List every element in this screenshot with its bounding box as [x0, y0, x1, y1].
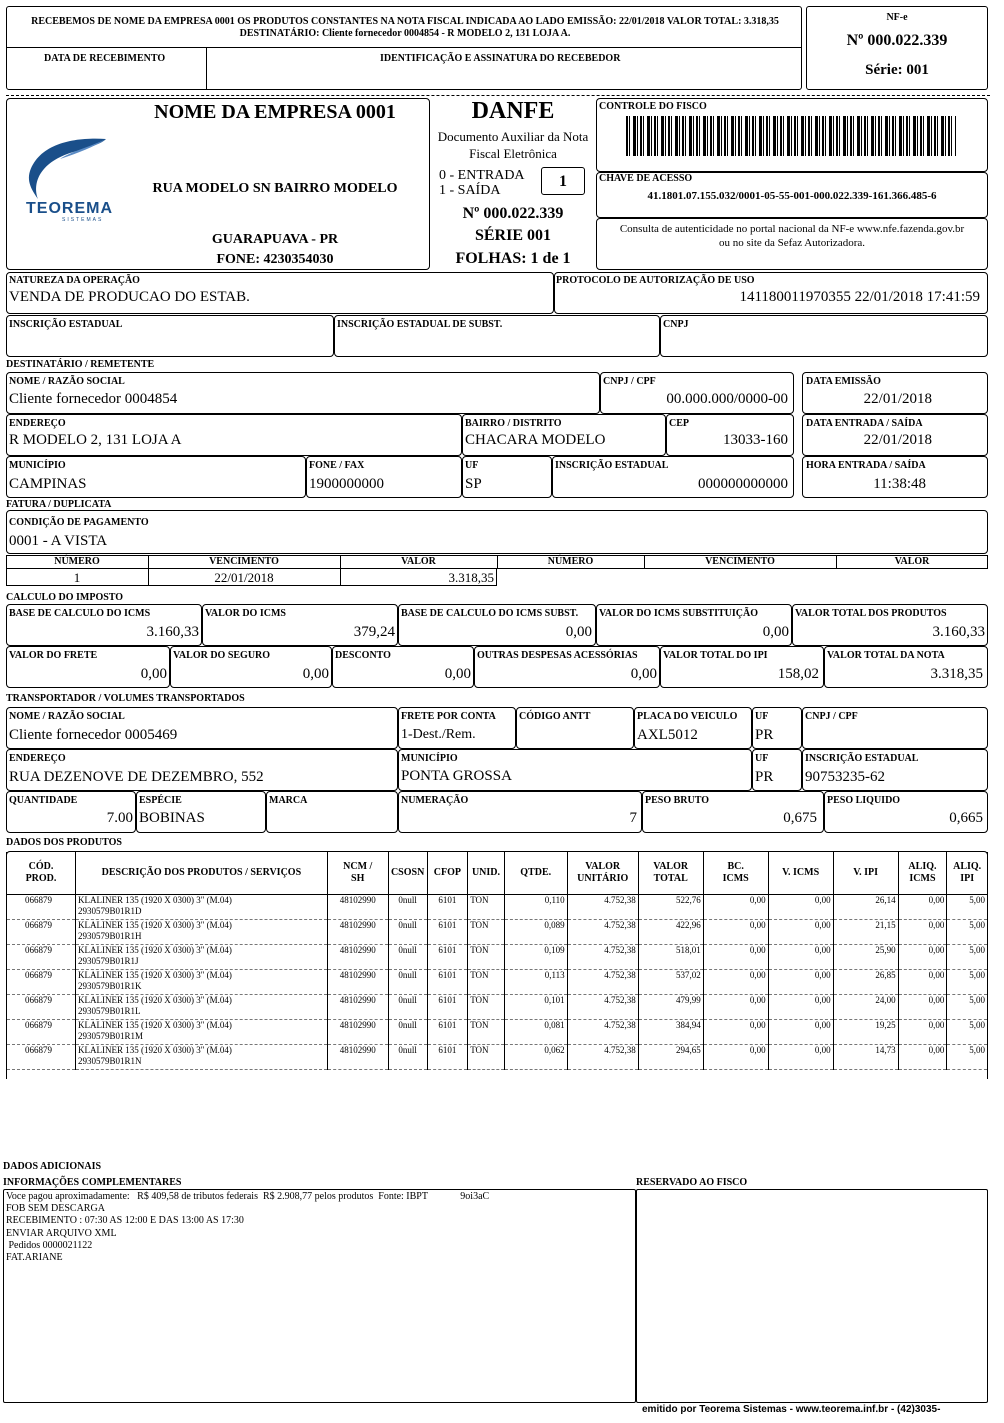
- cell-qtde: 0,110: [504, 894, 567, 919]
- nota-total-value: 3.318,35: [930, 666, 983, 682]
- emitente-nome: NOME DA EMPRESA 0001: [154, 101, 396, 123]
- cell-qtde: 0,109: [504, 944, 567, 969]
- cell-v-icms: 0,00: [768, 969, 833, 994]
- transp-endereco-value: RUA DEZENOVE DE DEZEMBRO, 552: [9, 769, 264, 785]
- logo-sub: SISTEMAS: [62, 217, 104, 223]
- dup-vencimento: 22/01/2018: [214, 570, 274, 585]
- cell-bc-icms: 0,00: [703, 944, 768, 969]
- info-line: Pedidos 0000021122: [6, 1239, 93, 1251]
- danfe-serie: SÉRIE 001: [474, 227, 552, 244]
- protocolo-value: 141180011970355 22/01/2018 17:41:59: [739, 289, 980, 305]
- dest-fone-value: 1900000000: [309, 476, 384, 492]
- dest-nome-label: NOME / RAZÃO SOCIAL: [9, 376, 125, 387]
- cell-aliq-ipi: 5,00: [947, 944, 988, 969]
- cell-v-ipi: 26,85: [833, 969, 898, 994]
- header-aliq-ipi: ALIQ. IPI: [947, 852, 988, 894]
- dest-emissao-value: 22/01/2018: [863, 391, 932, 407]
- natureza-value: VENDA DE PRODUCAO DO ESTAB.: [9, 289, 250, 305]
- table-row: [7, 1019, 988, 1044]
- transp-municipio-value: PONTA GROSSA: [401, 768, 512, 784]
- cell-ncm: 48102990: [327, 1044, 388, 1069]
- cell-valor-unitario: 4.752,38: [567, 994, 638, 1019]
- dup-header-vencimento-2: VENCIMENTO: [705, 556, 775, 567]
- info-line: FOB SEM DESCARGA: [6, 1203, 105, 1215]
- dest-hora-value: 11:38:48: [873, 476, 926, 492]
- cell-v-icms: 0,00: [768, 894, 833, 919]
- cell-csosn: 0null: [388, 1019, 427, 1044]
- reservado-box: [636, 1189, 988, 1403]
- cell-valor-total: 384,94: [638, 1019, 703, 1044]
- cell-v-icms: 0,00: [768, 1019, 833, 1044]
- dest-cep-value: 13033-160: [723, 432, 788, 448]
- condicao-value: 0001 - A VISTA: [9, 533, 108, 549]
- canhoto-nfe-serie: Série: 001: [865, 62, 929, 78]
- ipi-label: VALOR TOTAL DO IPI: [663, 650, 768, 661]
- cell-valor-unitario: 4.752,38: [567, 1019, 638, 1044]
- canhoto-nfe-numero: Nº 000.022.339: [846, 32, 948, 49]
- danfe-saida: 1 - SAÍDA: [439, 183, 501, 198]
- transp-ie-value: 90753235-62: [805, 769, 885, 785]
- icms-st-value: 0,00: [762, 624, 789, 640]
- header-unid: UNID.: [468, 852, 505, 894]
- dest-fone-label: FONE / FAX: [309, 460, 365, 471]
- dup-valor: 3.318,35: [448, 570, 494, 585]
- header-valor-total: VALOR TOTAL: [638, 852, 703, 894]
- transp-especie-value: BOBINAS: [139, 810, 205, 826]
- emitente-fone: FONE: 4230354030: [216, 252, 334, 267]
- cell-ncm: 48102990: [327, 894, 388, 919]
- cell-cfop: 6101: [427, 994, 468, 1019]
- cell-cod: 066879: [7, 994, 76, 1019]
- dest-entrada-value: 22/01/2018: [863, 432, 932, 448]
- controle-fisco-label: CONTROLE DO FISCO: [599, 101, 707, 112]
- cell-aliq-icms: 0,00: [898, 944, 947, 969]
- transp-frete-value: 1-Dest./Rem.: [401, 727, 476, 742]
- chave-acesso: 41.1801.07.155.032/0001-05-55-001-000.022.339-161.366.485-6: [647, 190, 937, 202]
- table-row: [7, 994, 988, 1019]
- transp-endereco-label: ENDEREÇO: [9, 753, 66, 764]
- canhoto-divider-v: [206, 47, 207, 90]
- cell-valor-total: 518,01: [638, 944, 703, 969]
- condicao-label: CONDIÇÃO DE PAGAMENTO: [9, 517, 149, 528]
- cell-qtde: 0,062: [504, 1044, 567, 1069]
- cell-cod: 066879: [7, 894, 76, 919]
- transp-numeracao-label: NUMERAÇÃO: [401, 795, 469, 806]
- cell-valor-unitario: 4.752,38: [567, 969, 638, 994]
- cell-valor-total: 422,96: [638, 919, 703, 944]
- produtos-header-row: [7, 852, 988, 894]
- cell-v-ipi: 14,73: [833, 1044, 898, 1069]
- cell-valor-total: 522,76: [638, 894, 703, 919]
- cell-valor-total: 294,65: [638, 1044, 703, 1069]
- logo-text: TEOREMA: [26, 200, 113, 217]
- bc-st-label: BASE DE CALCULO DO ICMS SUBST.: [401, 608, 579, 619]
- dest-ie-value: 000000000000: [698, 476, 788, 492]
- icms-st-label: VALOR DO ICMS SUBSTITUIÇÃO: [599, 608, 759, 619]
- cell-descricao: KLALINER 135 (1920 X 0300) 3" (M.04) 2930579B01R1J: [76, 944, 328, 969]
- cell-v-ipi: 21,15: [833, 919, 898, 944]
- cell-bc-icms: 0,00: [703, 919, 768, 944]
- cell-aliq-icms: 0,00: [898, 994, 947, 1019]
- ie-label: INSCRIÇÃO ESTADUAL: [9, 319, 123, 330]
- cell-cod: 066879: [7, 969, 76, 994]
- nota-total-label: VALOR TOTAL DA NOTA: [827, 650, 945, 661]
- cell-ncm: 48102990: [327, 944, 388, 969]
- cell-descricao: KLALINER 135 (1920 X 0300) 3" (M.04) 2930579B01R1L: [76, 994, 328, 1019]
- protocolo-label: PROTOCOLO DE AUTORIZAÇÃO DE USO: [556, 275, 755, 286]
- header-descricao: DESCRIÇÃO DOS PRODUTOS / SERVIÇOS: [76, 852, 328, 894]
- cell-bc-icms: 0,00: [703, 994, 768, 1019]
- dest-municipio-value: CAMPINAS: [9, 476, 87, 492]
- transp-nome-value: Cliente fornecedor 0005469: [9, 727, 178, 743]
- dest-uf-value: SP: [465, 476, 482, 492]
- barcode: [626, 116, 956, 156]
- cell-valor-unitario: 4.752,38: [567, 944, 638, 969]
- cut-line: [6, 95, 990, 96]
- reservado-label: RESERVADO AO FISCO: [636, 1177, 748, 1188]
- table-row: [7, 919, 988, 944]
- bc-icms-value: 3.160,33: [146, 624, 199, 640]
- danfe-title: DANFE: [471, 98, 555, 124]
- cell-csosn: 0null: [388, 944, 427, 969]
- dest-uf-label: UF: [465, 460, 479, 471]
- cell-valor-total: 537,02: [638, 969, 703, 994]
- dest-cnpj-value: 00.000.000/0000-00: [666, 391, 788, 407]
- canhoto-text: RECEBEMOS DE NOME DA EMPRESA 0001 OS PRODUTOS CONSTANTES NA NOTA FISCAL INDICADA AO LADO EMISSÃO: 22/01/2018 VALOR TOTAL: 3.318,35 DESTINATÁRIO: Cliente fornecedor 0004854 - R MODELO 2, 131 LOJA A.: [31, 16, 779, 39]
- cell-aliq-icms: 0,00: [898, 1044, 947, 1069]
- produtos-total-label: VALOR TOTAL DOS PRODUTOS: [795, 608, 947, 619]
- consulta-line1: Consulta de autenticidade no portal nacional da NF-e www.nfe.fazenda.gov.br: [619, 223, 965, 235]
- seguro-label: VALOR DO SEGURO: [173, 650, 271, 661]
- dest-bairro-label: BAIRRO / DISTRITO: [465, 418, 562, 429]
- dest-ie-label: INSCRIÇÃO ESTADUAL: [555, 460, 669, 471]
- icms-value: 379,24: [353, 624, 395, 640]
- cell-qtde: 0,101: [504, 994, 567, 1019]
- dest-cnpj-label: CNPJ / CPF: [603, 376, 656, 387]
- cell-descricao: KLALINER 135 (1920 X 0300) 3" (M.04) 2930579B01R1N: [76, 1044, 328, 1069]
- footer-text: emitido por Teorema Sistemas - www.teorema.inf.br - (42)3035-: [642, 1404, 941, 1415]
- cell-cfop: 6101: [427, 1019, 468, 1044]
- cell-ncm: 48102990: [327, 1019, 388, 1044]
- transp-especie-label: ESPÉCIE: [139, 795, 182, 806]
- emitente-cidade: GUARAPUAVA - PR: [211, 232, 339, 247]
- emitente-endereco: RUA MODELO SN BAIRRO MODELO: [152, 181, 398, 196]
- header-v-icms: V. ICMS: [768, 852, 833, 894]
- outras-value: 0,00: [630, 666, 657, 682]
- cell-unid: TON: [468, 944, 505, 969]
- info-line: RECEBIMENTO : 07:30 AS 12:00 E DAS 13:00 AS 17:30: [6, 1215, 244, 1227]
- transp-uf-value: PR: [755, 727, 774, 743]
- danfe-tipo-box: 1: [541, 167, 585, 195]
- cell-aliq-icms: 0,00: [898, 894, 947, 919]
- cell-unid: TON: [468, 1044, 505, 1069]
- info-line: FAT.ARIANE: [6, 1252, 63, 1264]
- table-row: [7, 944, 988, 969]
- dup-numero: 1: [73, 570, 81, 585]
- transp-ie-label: INSCRIÇÃO ESTADUAL: [805, 753, 919, 764]
- cell-valor-total: 479,99: [638, 994, 703, 1019]
- header-ncm: NCM / SH: [327, 852, 388, 894]
- transp-liquido-value: 0,665: [949, 810, 983, 826]
- cell-descricao: KLALINER 135 (1920 X 0300) 3" (M.04) 2930579B01R1H: [76, 919, 328, 944]
- cell-aliq-ipi: 5,00: [947, 894, 988, 919]
- cell-cod: 066879: [7, 919, 76, 944]
- cell-aliq-ipi: 5,00: [947, 994, 988, 1019]
- cell-descricao: KLALINER 135 (1920 X 0300) 3" (M.04) 2930579B01R1M: [76, 1019, 328, 1044]
- cell-csosn: 0null: [388, 994, 427, 1019]
- consulta-line2: ou no site da Sefaz Autorizadora.: [718, 237, 865, 249]
- transp-qtd-value: 7.00: [106, 810, 133, 826]
- table-row: [7, 969, 988, 994]
- cell-ncm: 48102990: [327, 969, 388, 994]
- cell-aliq-icms: 0,00: [898, 969, 947, 994]
- ipi-value: 158,02: [777, 666, 819, 682]
- info-lines: [6, 1191, 489, 1264]
- header-qtde: QTDE.: [504, 852, 567, 894]
- cell-unid: TON: [468, 1019, 505, 1044]
- cell-csosn: 0null: [388, 919, 427, 944]
- transp-cnpj-label: CNPJ / CPF: [805, 711, 858, 722]
- cell-cfop: 6101: [427, 919, 468, 944]
- cell-qtde: 0,089: [504, 919, 567, 944]
- cell-aliq-ipi: 5,00: [947, 919, 988, 944]
- bc-st-value: 0,00: [565, 624, 592, 640]
- header-valor-unitario: VALOR UNITÁRIO: [567, 852, 638, 894]
- dest-nome-value: Cliente fornecedor 0004854: [9, 391, 178, 407]
- transp-marca-label: MARCA: [269, 795, 308, 806]
- cell-qtde: 0,081: [504, 1019, 567, 1044]
- cell-v-ipi: 26,14: [833, 894, 898, 919]
- destinatario-section: DESTINATÁRIO / REMETENTE: [6, 359, 155, 370]
- header-csosn: CSOSN: [388, 852, 427, 894]
- outras-label: OUTRAS DESPESAS ACESSÓRIAS: [477, 650, 638, 661]
- cell-descricao: KLALINER 135 (1920 X 0300) 3" (M.04) 2930579B01R1K: [76, 969, 328, 994]
- danfe-subtitle1: Documento Auxiliar da Nota: [437, 129, 589, 144]
- icms-label: VALOR DO ICMS: [205, 608, 286, 619]
- cell-valor-unitario: 4.752,38: [567, 894, 638, 919]
- transp-liquido-label: PESO LIQUIDO: [827, 795, 901, 806]
- cell-cfop: 6101: [427, 944, 468, 969]
- dest-municipio-label: MUNICÍPIO: [9, 460, 66, 471]
- chave-label: CHAVE DE ACESSO: [599, 173, 693, 184]
- cell-v-ipi: 24,00: [833, 994, 898, 1019]
- transp-placa-value: AXL5012: [637, 727, 698, 743]
- canhoto-nfe-label: NF-e: [886, 12, 908, 23]
- cell-csosn: 0null: [388, 1044, 427, 1069]
- danfe-numero: Nº 000.022.339: [462, 205, 564, 222]
- imposto-section: CALCULO DO IMPOSTO: [6, 592, 124, 603]
- dup-header-numero: NÚMERO: [54, 556, 100, 567]
- transp-antt-label: CÓDIGO ANTT: [519, 711, 591, 722]
- cell-cfop: 6101: [427, 1044, 468, 1069]
- bc-icms-label: BASE DE CALCULO DO ICMS: [9, 608, 151, 619]
- dest-entrada-label: DATA ENTRADA / SAÍDA: [806, 418, 923, 429]
- cell-csosn: 0null: [388, 969, 427, 994]
- cell-cod: 066879: [7, 944, 76, 969]
- table-row: [7, 1044, 988, 1069]
- produtos-section: DADOS DOS PRODUTOS: [6, 837, 122, 848]
- transp-numeracao-value: 7: [629, 810, 637, 826]
- cell-bc-icms: 0,00: [703, 969, 768, 994]
- transp-frete-label: FRETE POR CONTA: [401, 711, 496, 722]
- adicionais-section: DADOS ADICIONAIS: [3, 1161, 102, 1172]
- cell-unid: TON: [468, 919, 505, 944]
- produtos-table: [6, 852, 988, 1070]
- cell-bc-icms: 0,00: [703, 894, 768, 919]
- info-label: INFORMAÇÕES COMPLEMENTARES: [3, 1177, 182, 1188]
- info-line: Voce pagou aproximadamente: R$ 409,58 de tributos federais R$ 2.908,77 pelos produtos Fonte: IBPT 9oi3aC: [6, 1191, 490, 1202]
- seguro-value: 0,00: [302, 666, 329, 682]
- canhoto-divider: [6, 47, 802, 48]
- cell-qtde: 0,113: [504, 969, 567, 994]
- cell-v-icms: 0,00: [768, 919, 833, 944]
- cell-aliq-ipi: 5,00: [947, 1019, 988, 1044]
- transp-uf2-label: UF: [755, 753, 769, 764]
- transp-bruto-label: PESO BRUTO: [645, 795, 709, 806]
- frete-value: 0,00: [140, 666, 167, 682]
- cell-cfop: 6101: [427, 894, 468, 919]
- cell-ncm: 48102990: [327, 994, 388, 1019]
- dest-emissao-label: DATA EMISSÃO: [806, 376, 881, 387]
- cell-cfop: 6101: [427, 969, 468, 994]
- dest-cep-label: CEP: [669, 418, 689, 429]
- cell-unid: TON: [468, 894, 505, 919]
- ie-st-label: INSCRIÇÃO ESTADUAL DE SUBST.: [337, 319, 503, 330]
- transp-placa-label: PLACA DO VEICULO: [637, 711, 738, 722]
- cell-aliq-icms: 0,00: [898, 919, 947, 944]
- cnpj-emit-label: CNPJ: [663, 319, 689, 330]
- data-recebimento-label: DATA DE RECEBIMENTO: [44, 53, 166, 64]
- header-cfop: CFOP: [427, 852, 468, 894]
- cell-unid: TON: [468, 994, 505, 1019]
- transp-nome-label: NOME / RAZÃO SOCIAL: [9, 711, 125, 722]
- transp-uf-label: UF: [755, 711, 769, 722]
- cell-cod: 066879: [7, 1019, 76, 1044]
- transp-municipio-label: MUNICÍPIO: [401, 753, 458, 764]
- dup-header-valor: VALOR: [401, 556, 436, 567]
- cell-v-icms: 0,00: [768, 994, 833, 1019]
- cell-ncm: 48102990: [327, 919, 388, 944]
- cell-aliq-ipi: 5,00: [947, 969, 988, 994]
- transportador-section: TRANSPORTADOR / VOLUMES TRANSPORTADOS: [6, 693, 245, 704]
- transp-uf2-value: PR: [755, 769, 774, 785]
- header-cod: CÓD. PROD.: [7, 852, 76, 894]
- cell-v-ipi: 19,25: [833, 1019, 898, 1044]
- cell-bc-icms: 0,00: [703, 1044, 768, 1069]
- cell-bc-icms: 0,00: [703, 1019, 768, 1044]
- frete-label: VALOR DO FRETE: [9, 650, 98, 661]
- cell-unid: TON: [468, 969, 505, 994]
- danfe-folhas: FOLHAS: 1 de 1: [455, 250, 571, 267]
- dup-header-numero-2: NÚMERO: [547, 556, 594, 567]
- cell-aliq-icms: 0,00: [898, 1019, 947, 1044]
- transp-qtd-label: QUANTIDADE: [9, 795, 78, 806]
- header-aliq-icms: ALIQ. ICMS: [898, 852, 947, 894]
- identificacao-label: IDENTIFICAÇÃO E ASSINATURA DO RECEBEDOR: [380, 53, 621, 64]
- dest-bairro-value: CHACARA MODELO: [465, 432, 606, 448]
- cell-aliq-ipi: 5,00: [947, 1044, 988, 1069]
- danfe-entrada: 0 - ENTRADA: [439, 168, 525, 183]
- transp-bruto-value: 0,675: [783, 810, 817, 826]
- natureza-label: NATUREZA DA OPERAÇÃO: [9, 275, 140, 286]
- cell-v-icms: 0,00: [768, 944, 833, 969]
- produtos-total-value: 3.160,33: [932, 624, 985, 640]
- cnpj-emit-box: [660, 315, 988, 357]
- dup-header-vencimento: VENCIMENTO: [209, 556, 279, 567]
- cell-valor-unitario: 4.752,38: [567, 919, 638, 944]
- dest-endereco-label: ENDEREÇO: [9, 418, 66, 429]
- fatura-box: [6, 510, 988, 554]
- table-row: [7, 894, 988, 919]
- danfe-subtitle2: Fiscal Eletrônica: [469, 146, 557, 161]
- cell-v-ipi: 25,90: [833, 944, 898, 969]
- dest-endereco-value: R MODELO 2, 131 LOJA A: [9, 432, 182, 448]
- duplicatas-table: [6, 555, 988, 587]
- cell-valor-unitario: 4.752,38: [567, 1044, 638, 1069]
- cell-descricao: KLALINER 135 (1920 X 0300) 3" (M.04) 2930579B01R1D: [76, 894, 328, 919]
- desconto-value: 0,00: [444, 666, 471, 682]
- dup-header-valor-2: VALOR: [894, 556, 930, 567]
- cell-csosn: 0null: [388, 894, 427, 919]
- fatura-section: FATURA / DUPLICATA: [6, 499, 112, 510]
- header-bc-icms: BC. ICMS: [703, 852, 768, 894]
- cell-cod: 066879: [7, 1044, 76, 1069]
- info-line: ENVIAR ARQUIVO XML: [6, 1227, 117, 1239]
- header-v-ipi: V. IPI: [833, 852, 898, 894]
- dest-hora-label: HORA ENTRADA / SAÍDA: [806, 460, 926, 471]
- cell-v-icms: 0,00: [768, 1044, 833, 1069]
- desconto-label: DESCONTO: [335, 650, 391, 661]
